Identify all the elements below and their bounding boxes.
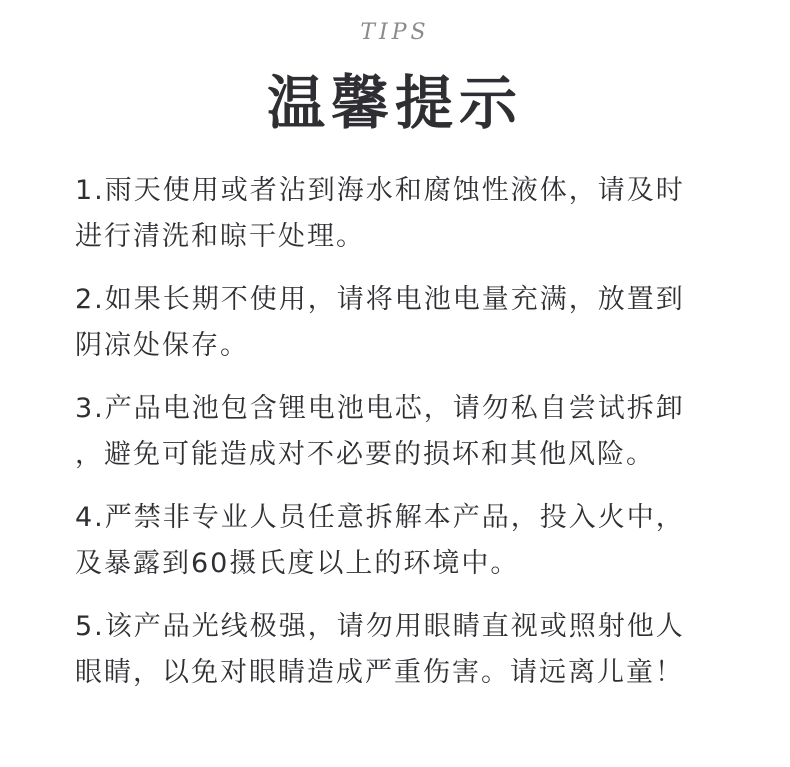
tip-line: 5.该产品光线极强，请勿用眼睛直视或照射他人: [75, 611, 685, 642]
tip-line: 阴凉处保存。: [75, 330, 249, 361]
tip-line: 1.雨天使用或者沾到海水和腐蚀性液体，请及时: [75, 175, 685, 206]
tips-list: [75, 168, 735, 713]
tip-line: 及暴露到60摄氏度以上的环境中。: [75, 548, 520, 579]
tip-line: ，避免可能造成对不必要的损坏和其他风险。: [75, 439, 655, 470]
tip-line: 2.如果长期不使用，请将电池电量充满，放置到: [75, 284, 685, 315]
tip-line: 3.产品电池包含锂电池电芯，请勿私自尝试拆卸: [75, 393, 685, 424]
tip-line: 进行清洗和晾干处理。: [75, 221, 365, 252]
tip-item-3: [75, 386, 735, 478]
page-title: 温馨提示: [266, 69, 523, 137]
tips-eyebrow: TIPS: [360, 20, 430, 45]
tip-line: 眼睛，以免对眼睛造成严重伤害。请远离儿童！: [75, 657, 684, 688]
tip-item-1: [75, 168, 735, 260]
tip-item-4: [75, 495, 735, 587]
tip-line: 4.严禁非专业人员任意拆解本产品，投入火中，: [75, 502, 685, 533]
tip-item-5: [75, 604, 735, 696]
tip-item-2: [75, 277, 735, 369]
